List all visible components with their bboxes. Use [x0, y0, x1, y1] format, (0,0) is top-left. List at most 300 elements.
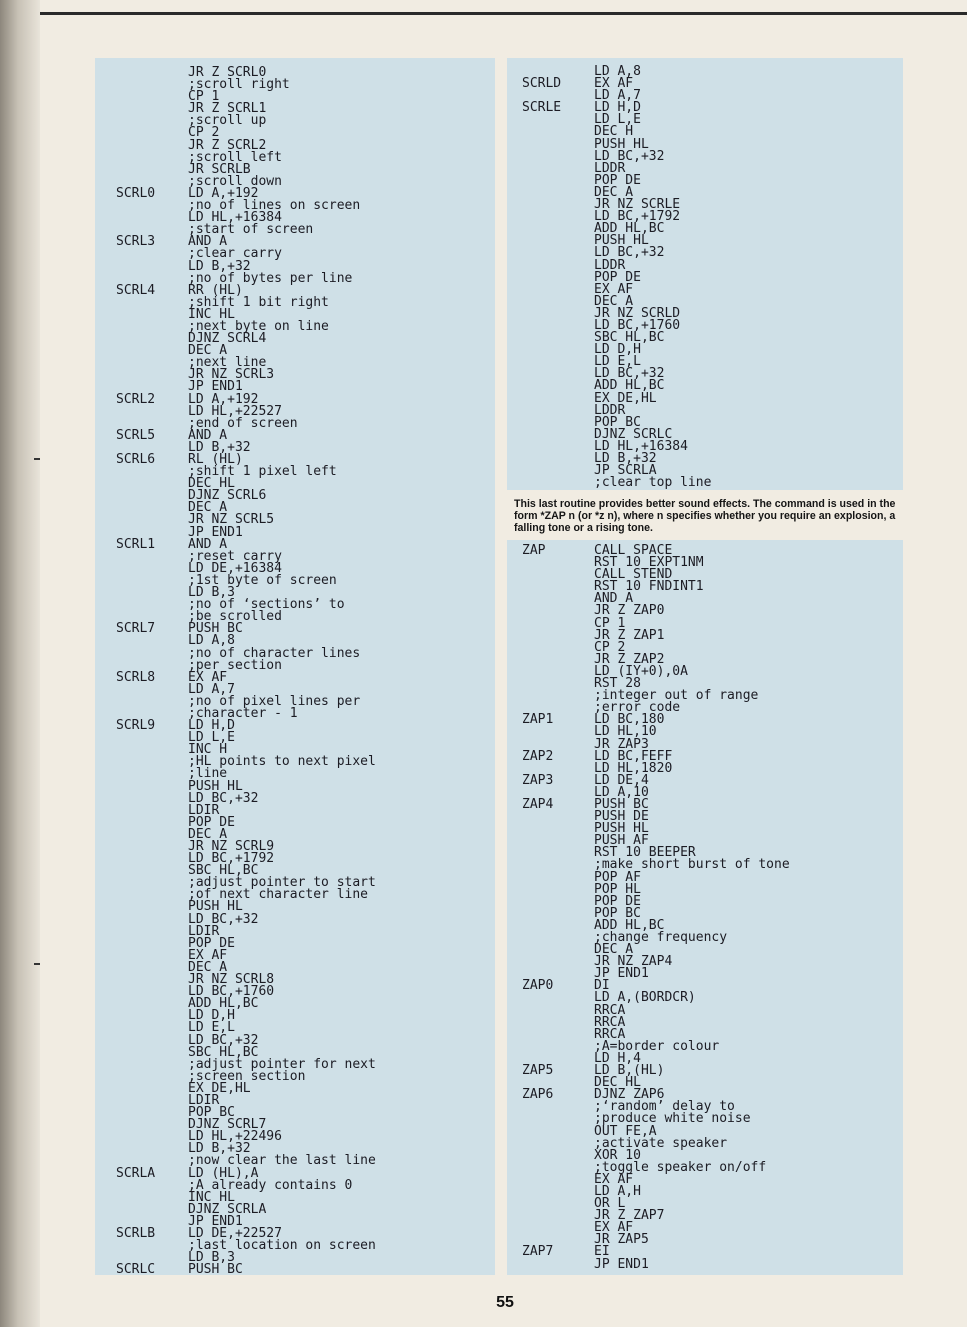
code-label: SCRLB: [116, 1226, 156, 1241]
code-statement: LD A,8: [188, 633, 235, 649]
code-line: [116, 1068, 496, 1084]
code-line: [522, 605, 902, 617]
code-line: [116, 67, 496, 79]
code-statement: LD HL,10: [594, 724, 657, 740]
code-line: [522, 760, 902, 776]
code-statement: DEC HL: [594, 1075, 641, 1091]
code-line: [522, 1171, 902, 1187]
code-statement: ;‘random’ delay to: [594, 1099, 735, 1115]
code-statement: ;no of pixel lines per: [188, 693, 361, 709]
code-statement: JR Z SCRL2: [188, 137, 267, 153]
code-label: ZAP2: [522, 748, 554, 764]
code-line: [116, 705, 496, 721]
code-line: [522, 944, 902, 956]
code-statement: AND A: [188, 427, 228, 443]
code-statement: ;end of screen: [188, 415, 298, 431]
code-line: [116, 115, 496, 127]
code-line: [522, 1038, 902, 1054]
code-line: [116, 345, 496, 357]
scroll-routine-listing-continued: [522, 66, 902, 489]
code-statement: JR NZ SCRLE: [594, 197, 681, 213]
code-statement: DJNZ SCRL7: [188, 1117, 267, 1133]
code-line: [116, 756, 496, 768]
code-statement: ADD HL,BC: [188, 996, 259, 1012]
code-statement: ;last location on screen: [188, 1238, 376, 1254]
code-statement: ;adjust pointer to start: [188, 875, 376, 891]
code-statement: ;no of bytes per line: [188, 270, 353, 286]
code-line: [522, 726, 902, 738]
code-statement: LD DE,+16384: [188, 560, 282, 576]
code-line: [522, 690, 902, 702]
code-label: ZAP0: [522, 978, 554, 994]
code-statement: DEC A: [594, 942, 634, 958]
code-line: [116, 490, 496, 502]
code-statement: LD A,+192: [188, 391, 259, 407]
code-line: [522, 1246, 902, 1258]
code-statement: POP BC: [594, 905, 641, 921]
code-statement: EI: [594, 1244, 610, 1260]
code-line: [116, 1107, 496, 1119]
code-line: [116, 935, 496, 951]
code-line: [522, 714, 902, 726]
code-statement: LDDR: [594, 257, 626, 273]
code-statement: LD E,L: [594, 354, 641, 370]
code-line: [116, 270, 496, 286]
code-statement: EX AF: [594, 1171, 634, 1187]
code-line: [116, 103, 496, 115]
code-statement: AND A: [188, 536, 228, 552]
code-statement: JR SCRLB: [188, 161, 251, 177]
code-statement: LD HL,+16384: [188, 210, 282, 226]
code-statement: LD DE,4: [594, 772, 649, 788]
code-statement: INC HL: [188, 306, 235, 322]
code-line: [522, 199, 902, 211]
code-statement: LD BC,+32: [594, 366, 665, 382]
code-line: [116, 1032, 496, 1048]
code-line: [116, 889, 496, 901]
code-line: [522, 702, 902, 714]
code-statement: EX AF: [594, 76, 634, 92]
code-line: [116, 947, 496, 963]
code-statement: POP HL: [594, 881, 641, 897]
code-line: [116, 427, 496, 443]
code-line: [522, 569, 902, 581]
code-statement: LD A,+192: [188, 185, 259, 201]
code-line: [522, 235, 902, 247]
code-line: [116, 599, 496, 611]
code-line: [116, 732, 496, 744]
code-line: [522, 859, 902, 871]
code-line: [116, 1189, 496, 1205]
code-statement: SBC HL,BC: [594, 330, 665, 346]
code-line: [522, 835, 902, 847]
code-line: [116, 333, 496, 345]
code-line: [522, 402, 902, 418]
code-line: [116, 853, 496, 865]
code-line: [522, 1113, 902, 1125]
code-statement: PUSH HL: [594, 233, 649, 249]
code-statement: ;scroll right: [188, 77, 290, 93]
code-line: [522, 881, 902, 897]
code-line: [522, 615, 902, 631]
code-statement: LD D,H: [188, 1008, 235, 1024]
code-statement: ;character - 1: [188, 705, 298, 721]
code-label: ZAP1: [522, 712, 554, 728]
code-label: SCRLD: [522, 76, 562, 92]
code-line: [522, 293, 902, 309]
code-statement: INC HL: [188, 1189, 235, 1205]
code-statement: LD D,H: [594, 342, 641, 358]
code-line: [116, 669, 496, 685]
code-statement: AND A: [188, 234, 228, 250]
code-line: [522, 1077, 902, 1089]
code-line: [522, 317, 902, 333]
code-statement: PUSH HL: [188, 778, 243, 794]
code-line: [116, 127, 496, 139]
code-statement: JP END1: [594, 1256, 649, 1272]
code-line: [116, 1213, 496, 1229]
code-line: [116, 911, 496, 927]
scroll-routine-listing: [116, 67, 496, 1276]
code-line: [116, 657, 496, 673]
code-line: [522, 956, 902, 968]
code-statement: LD BC,+1760: [188, 984, 275, 1000]
code-statement: CP 2: [594, 639, 626, 655]
code-line: [116, 415, 496, 431]
code-statement: POP DE: [594, 172, 641, 188]
code-statement: ;scroll up: [188, 113, 267, 129]
code-line: [116, 137, 496, 153]
code-statement: POP DE: [594, 269, 641, 285]
code-label: SCRL4: [116, 282, 156, 298]
code-statement: ;next byte on line: [188, 318, 329, 334]
code-label: SCRL2: [116, 391, 156, 407]
code-statement: JR ZAP3: [594, 736, 649, 752]
code-statement: LD DE,+22527: [188, 1226, 282, 1241]
code-statement: DEC A: [594, 293, 634, 309]
code-statement: ;clear carry: [188, 246, 282, 262]
code-label: SCRL3: [116, 234, 156, 250]
code-statement: DJNZ SCRLC: [594, 426, 673, 442]
code-statement: ;start of screen: [188, 222, 314, 238]
code-statement: ;error code: [594, 700, 681, 716]
code-line: [116, 923, 496, 939]
code-line: [522, 893, 902, 909]
code-statement: DJNZ ZAP6: [594, 1087, 665, 1103]
code-statement: LD BC,+32: [594, 245, 665, 261]
code-statement: ;1st byte of screen: [188, 572, 337, 588]
code-line: [522, 223, 902, 235]
code-line: [522, 736, 902, 752]
code-line: [116, 369, 496, 381]
code-statement: INC H: [188, 742, 228, 758]
code-line: [522, 380, 902, 392]
code-statement: LD B,+32: [188, 439, 251, 455]
code-statement: LD HL,+22496: [188, 1129, 282, 1145]
code-line: [116, 1252, 496, 1264]
code-line: [522, 968, 902, 980]
code-line: [116, 959, 496, 975]
code-statement: JR Z ZAP1: [594, 627, 665, 643]
code-line: [522, 426, 902, 442]
code-statement: JR NZ ZAP4: [594, 954, 673, 970]
code-label: SCRL7: [116, 621, 156, 637]
code-statement: LD B,+32: [188, 1141, 251, 1157]
code-line: [116, 1201, 496, 1217]
code-statement: DEC H: [594, 124, 634, 140]
code-line: [116, 974, 496, 986]
code-statement: RR (HL): [188, 282, 243, 298]
code-statement: JR Z ZAP7: [594, 1208, 665, 1224]
code-line: [116, 623, 496, 635]
code-line: [522, 247, 902, 259]
code-statement: LD E,L: [188, 1020, 235, 1036]
code-line: [116, 768, 496, 780]
code-line: [522, 368, 902, 380]
code-statement: ;scroll down: [188, 173, 282, 189]
code-line: [522, 344, 902, 356]
code-line: [522, 823, 902, 835]
code-statement: LD A,7: [188, 681, 235, 697]
code-line: [116, 814, 496, 830]
code-line: [522, 148, 902, 164]
code-statement: LD BC,+32: [594, 148, 665, 164]
code-statement: DEC A: [188, 500, 228, 516]
page-gutter-shadow: [0, 0, 40, 1327]
code-line: [116, 236, 496, 248]
code-statement: PUSH BC: [594, 796, 649, 812]
code-line: [116, 318, 496, 334]
code-line: [522, 1183, 902, 1199]
code-statement: ;shift 1 bit right: [188, 294, 329, 310]
zap-routine-caption: This last routine provides better sound effects. The command is used in the form *ZAP n (or *z n), where n specifies whether you require an explosion, a falling tone or a rising tone.: [514, 498, 896, 534]
code-statement: DEC A: [188, 343, 228, 359]
code-label: ZAP4: [522, 796, 554, 812]
code-statement: ADD HL,BC: [594, 378, 665, 394]
code-statement: EX AF: [188, 669, 228, 685]
code-statement: JP END1: [188, 379, 243, 395]
code-line: [116, 841, 496, 853]
code-line: [522, 136, 902, 152]
code-statement: EX DE,HL: [594, 390, 657, 406]
code-statement: POP DE: [188, 814, 235, 830]
code-statement: ;integer out of range: [594, 688, 759, 704]
code-statement: LD BC,+32: [188, 911, 259, 927]
code-statement: RRCA: [594, 1002, 626, 1018]
code-statement: RST 10 FNDINT1: [594, 579, 704, 595]
code-line: [522, 356, 902, 368]
code-line: [116, 403, 496, 419]
code-statement: SBC HL,BC: [188, 1044, 259, 1060]
code-statement: PUSH DE: [594, 809, 649, 825]
code-statement: JR NZ SCRL3: [188, 367, 275, 383]
code-statement: ;produce white noise: [594, 1111, 751, 1127]
code-line: [522, 172, 902, 188]
code-line: [522, 211, 902, 223]
code-statement: ;reset carry: [188, 548, 282, 564]
code-statement: SBC HL,BC: [188, 863, 259, 879]
code-statement: JP END1: [188, 1213, 243, 1229]
code-statement: CALL SPACE: [594, 543, 673, 558]
code-statement: LD B,3: [188, 585, 235, 601]
code-statement: LD A,7: [594, 88, 641, 104]
code-statement: DJNZ SCRL4: [188, 331, 267, 347]
code-statement: ;change frequency: [594, 930, 728, 945]
code-line: [522, 305, 902, 321]
code-statement: EX DE,HL: [188, 1080, 251, 1096]
code-line: [116, 149, 496, 165]
code-statement: LDIR: [188, 802, 220, 818]
code-line: [522, 126, 902, 138]
code-statement: PUSH HL: [188, 899, 243, 915]
code-line: [522, 932, 902, 944]
code-statement: ;shift 1 pixel left: [188, 464, 337, 480]
code-statement: POP AF: [594, 869, 641, 885]
code-line: [522, 414, 902, 430]
code-statement: ;clear top line: [594, 475, 712, 491]
code-line: [522, 1065, 902, 1077]
code-line: [116, 720, 496, 732]
code-line: [522, 639, 902, 655]
code-line: [522, 184, 902, 200]
code-line: [116, 248, 496, 260]
code-statement: CP 1: [188, 89, 220, 105]
code-line: [522, 438, 902, 454]
code-statement: LDDR: [594, 402, 626, 418]
code-line: [116, 802, 496, 818]
code-statement: ;no of character lines: [188, 645, 361, 661]
code-statement: POP BC: [594, 414, 641, 430]
code-line: [116, 693, 496, 709]
code-line: [116, 200, 496, 212]
code-line: [522, 992, 902, 1004]
code-statement: PUSH HL: [594, 821, 649, 837]
code-line: [116, 901, 496, 913]
code-line: [116, 572, 496, 588]
code-statement: RST 10 BEEPER: [594, 845, 696, 861]
code-line: [522, 1210, 902, 1222]
code-statement: LD H,D: [594, 100, 641, 116]
code-label: SCRL8: [116, 669, 156, 685]
code-line: [116, 1155, 496, 1167]
code-line: [522, 748, 902, 764]
code-line: [522, 390, 902, 406]
code-line: [522, 114, 902, 126]
code-line: [116, 524, 496, 540]
code-statement: PUSH AF: [594, 833, 649, 849]
code-statement: LDIR: [188, 923, 220, 939]
code-line: [116, 294, 496, 310]
code-statement: ;toggle speaker on/off: [594, 1159, 767, 1175]
code-line: [116, 1177, 496, 1193]
code-line: [522, 332, 902, 344]
zap-routine-listing: [522, 545, 902, 1271]
code-statement: JP END1: [188, 524, 243, 540]
code-line: [522, 269, 902, 285]
code-statement: RL (HL): [188, 452, 243, 467]
code-statement: LD BC,+1792: [594, 209, 681, 225]
code-statement: PUSH BC: [188, 621, 243, 637]
code-line: [116, 548, 496, 564]
code-statement: AND A: [594, 591, 634, 607]
code-statement: RRCA: [594, 1026, 626, 1042]
code-line: [522, 651, 902, 667]
code-label: ZAP3: [522, 772, 554, 788]
code-label: ZAP6: [522, 1087, 554, 1103]
code-statement: LD L,E: [594, 112, 641, 128]
code-statement: CP 1: [594, 615, 626, 631]
page-number: 55: [496, 1294, 514, 1311]
code-statement: JR NZ SCRLD: [594, 305, 681, 321]
code-line: [522, 1222, 902, 1234]
code-statement: OUT FE,A: [594, 1123, 657, 1139]
code-statement: DJNZ SCRLA: [188, 1201, 267, 1217]
code-line: [522, 581, 902, 593]
code-line: [116, 161, 496, 177]
code-statement: LD HL,+16384: [594, 438, 688, 454]
code-statement: JP SCRLA: [594, 463, 657, 479]
code-line: [522, 1050, 902, 1066]
code-statement: JR Z ZAP0: [594, 603, 665, 619]
code-line: [522, 593, 902, 605]
code-line: [116, 357, 496, 369]
code-line: [522, 1014, 902, 1030]
code-line: [116, 1080, 496, 1096]
code-statement: PUSH HL: [594, 136, 649, 152]
code-line: [522, 869, 902, 885]
code-statement: CALL STEND: [594, 567, 673, 583]
code-line: [522, 453, 902, 465]
code-statement: JR NZ SCRL9: [188, 839, 275, 854]
code-statement: LD BC,180: [594, 712, 665, 728]
code-statement: POP DE: [188, 935, 235, 951]
code-label: SCRLE: [522, 100, 562, 116]
code-line: [522, 257, 902, 273]
code-label: SCRL0: [116, 185, 156, 201]
code-label: SCRLA: [116, 1165, 156, 1181]
code-statement: LD A,H: [594, 1183, 641, 1199]
code-statement: ADD HL,BC: [594, 221, 665, 237]
code-line: [522, 90, 902, 102]
code-line: [522, 796, 902, 812]
code-line: [116, 79, 496, 91]
code-line: [522, 78, 902, 90]
code-line: [522, 980, 902, 992]
code-statement: LD A,10: [594, 784, 649, 800]
code-statement: ;be scrolled: [188, 609, 282, 625]
code-statement: LD BC,+1792: [188, 851, 275, 867]
code-line: [116, 778, 496, 794]
code-line: [116, 1131, 496, 1143]
code-statement: LDDR: [594, 160, 626, 176]
code-line: [522, 1002, 902, 1018]
code-statement: JR NZ SCRL5: [188, 512, 275, 528]
code-statement: JR Z SCRL1: [188, 101, 267, 117]
code-label: SCRL9: [116, 718, 156, 734]
code-statement: DEC A: [594, 184, 634, 200]
code-line: [116, 611, 496, 623]
code-line: [522, 905, 902, 921]
code-line: [116, 998, 496, 1010]
binding-mark: [34, 963, 40, 965]
code-statement: LD BC,FEFF: [594, 748, 673, 764]
code-statement: CP 2: [188, 125, 220, 141]
code-statement: LD A,8: [594, 64, 641, 79]
code-statement: DI: [594, 978, 610, 994]
code-statement: ;line: [188, 766, 228, 782]
code-line: [116, 502, 496, 514]
code-line: [522, 66, 902, 78]
